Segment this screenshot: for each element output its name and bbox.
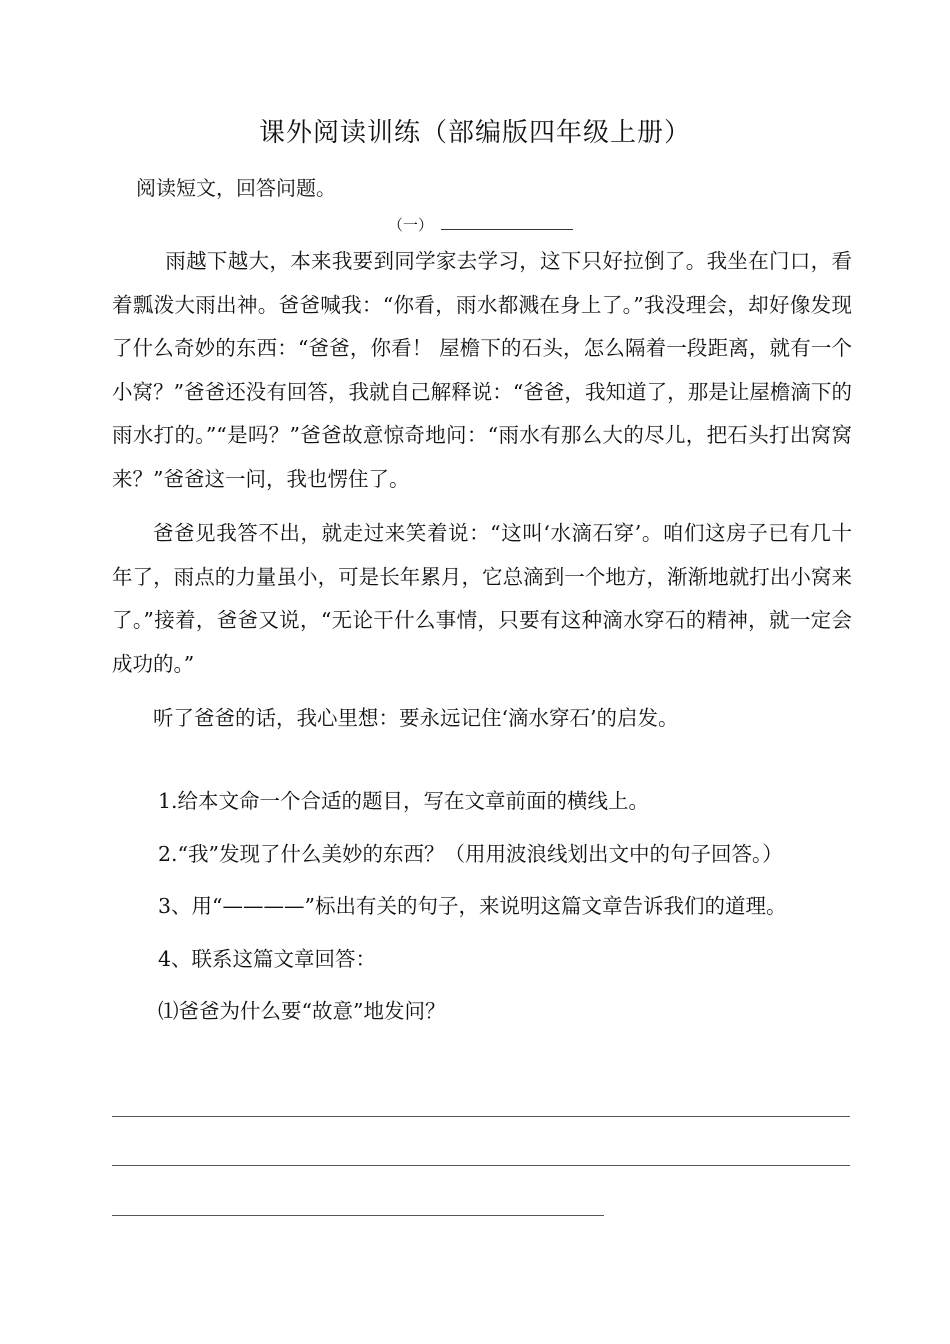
instruction-text: 阅读短文，回答问题。 [136,176,336,200]
page-title: 课外阅读训练（部编版四年级上册） [258,118,691,148]
answer-line-3[interactable] [112,1215,604,1216]
section-label: （一） [388,216,434,234]
question-list [158,780,787,1034]
question-2: 2.“我”发现了什么美妙的东西？（用用波浪线划出文中的句子回答。） [158,841,783,866]
passage-paragraph-3: 听了爸爸的话，我心里想：要永远记住‘滴水穿石’的启发。 [153,706,679,730]
passage-paragraph-1: 雨越下越大，本来我要到同学家去学习，这下只好拉倒了。我坐在门口，看着瓢泼大雨出神。爸爸喊我：“你看，雨水都溅在身上了。”我没理会，却好像发现了什么奇妙的东西：“爸爸，你看！ 屋檐下的石头，怎么隔着一段距离，就有一个小窝？”爸爸还没有回答，我就自己解释说：“爸爸，我知道了，那是让屋檐滴下的雨水打的。”“是吗？”爸爸故意惊奇地问：“雨水有那么大的尽儿，把石头打出窝窝来？”爸爸这一问，我也愣住了。 [112,249,852,491]
question-4: 4、联系这篇文章回答： [158,946,377,971]
title-blank-line[interactable] [441,215,573,230]
answer-line-2[interactable] [112,1165,850,1166]
question-4-1: ⑴爸爸为什么要“故意”地发问？ [158,999,446,1023]
section-heading [388,214,573,235]
reading-passage [112,240,852,741]
passage-paragraph-2: 爸爸见我答不出，就走过来笑着说：“这叫‘水滴石穿’。咱们这房子已有几十年了，雨点的力量虽小，可是长年累月，它总滴到一个地方，渐渐地就打出小窝来了。”接着，爸爸又说，“无论干什么事情，只要有这种滴水穿石的精神，就一定会成功的。” [112,521,852,676]
question-3: 3、用“————”标出有关的句子，来说明这篇文章告诉我们的道理。 [158,894,787,918]
question-1: 1.给本文命一个合适的题目，写在文章前面的横线上。 [158,789,650,813]
answer-line-1[interactable] [112,1116,850,1117]
